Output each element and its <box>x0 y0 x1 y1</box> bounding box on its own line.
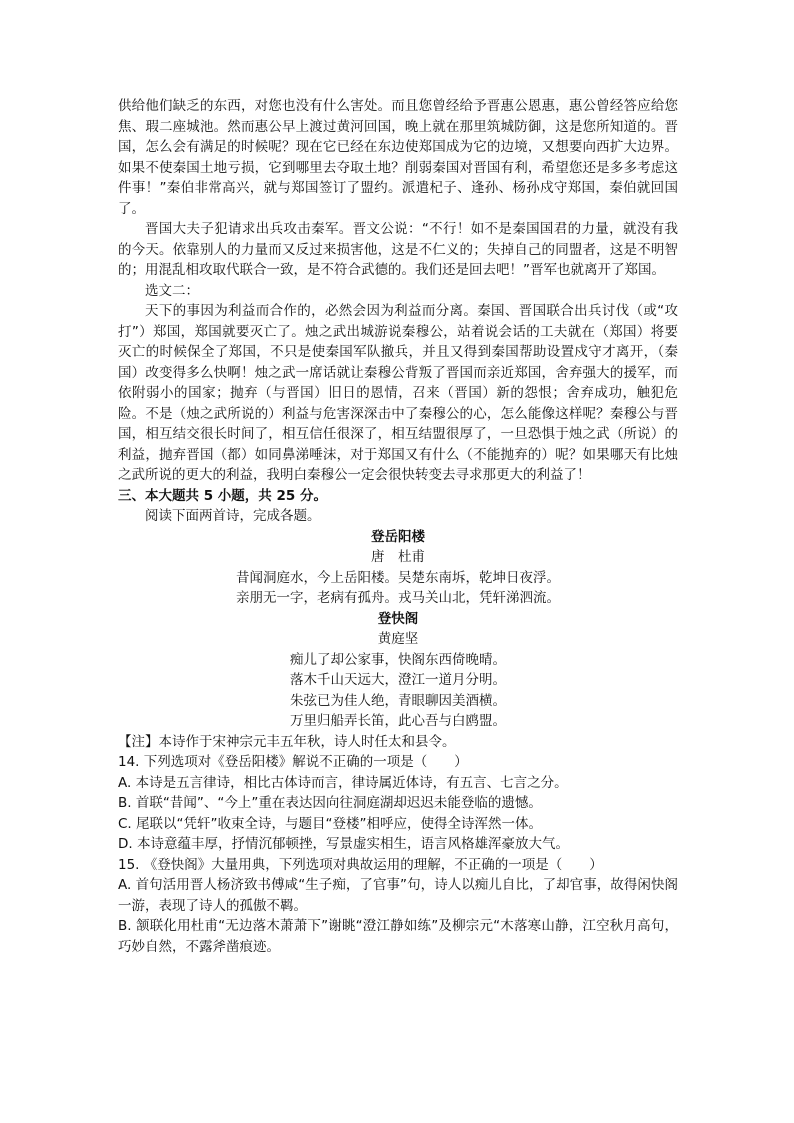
passage2-label: 选文二： <box>145 282 199 299</box>
question-14-option-a: A. 本诗是五言律诗，相比古体诗而言，律诗属近体诗，有五言、七言之分。 <box>118 774 568 791</box>
question-15-option-a: A. 首句活用晋人杨济致书傅咸“生子痴，了官事”句，诗人以痴儿自比，了却官事，故得闲快阁一游，表现了诗人的孤傲不羁。 <box>118 877 678 914</box>
question-14-option-d: D. 本诗意蕴丰厚，抒情沉郁顿挫，写景虚实相生，语言风格雄浑豪放大气。 <box>118 836 569 852</box>
poem1-line: 昔闻洞庭水，今上岳阳楼。吴楚东南坼，乾坤日夜浮。 <box>236 569 560 586</box>
question-15-option-b: B. 颔联化用杜甫“无边落木萧萧下”谢眺“澄江静如练”及柳宗元“木落寒山静，江空秋月高句，巧妙自然，不露斧凿痕迹。 <box>118 918 678 955</box>
passage1-paragraph-2: 晋国大夫子犯请求出兵攻击秦军。晋文公说：“不行！如不是秦国国君的力量，就没有我的今天。依靠别人的力量而又反过来损害他，这是不仁义的；失掉自己的同盟者，这是不明智的；用混乱相攻取代联合一致，是不符合武德的。我们还是回去吧！”晋军也就离开了郑国。 <box>118 221 678 278</box>
passage1-ending: 供给他们缺乏的东西，对您也没有什么害处。而且您曾经给予晋惠公恩惠，惠公曾经答应给您焦、瑕二座城池。然而惠公早上渡过黄河回国，晚上就在那里筑城防御，这是您所知道的。晋国，怎么会有满足的时候呢？现在它已经在东边使郑国成为它的边境，又想要向西扩大边界。如果不使秦国土地亏损，它到哪里去夺取土地？削弱秦国对晋国有利，希望您还是多多考虑这件事！”秦伯非常高兴，就与郑国签订了盟约。派遣杞子、逢孙、杨孙戍守郑国，秦伯就回国了。 <box>118 98 678 217</box>
passage2-text: 天下的事因为利益而合作的，必然会因为利益而分离。秦国、晋国联合出兵讨伐（或“攻打”）郑国，郑国就要灭亡了。烛之武出城游说秦穆公，站着说会话的工夫就在（郑国）将要灭亡的时候保全了郑国，不只是使秦国军队撤兵，并且又得到秦国帮助设置戍守才离开，（秦国）改变得多么快啊！烛之武一席话就让秦穆公背叛了晋国而亲近郑国，舍弃强大的援军，而依附弱小的国家；抛弃（与晋国）旧日的恩情，召来（晋国）新的怨恨；舍弃成功，触犯危险。不是（烛之武所说的）利益与危害深深击中了秦穆公的心，怎么能像这样呢？秦穆公与晋国，相互结交很长时间了，相互信任很深了，相互结盟很厚了，一旦恐惧于烛之武（所说）的利益，抛弃晋国（都）如同鼻涕唾沫，对于郑国又有什么（不能抛弃的）呢？如果哪天有比烛之武所说的更大的利益，我明白秦穆公一定会很快转变去寻求那更大的利益了！ <box>118 303 678 483</box>
question-14-stem: 14. 下列选项对《登岳阳楼》解说不正确的一项是（ ） <box>118 754 468 770</box>
document-page <box>118 96 678 957</box>
poem1-line: 亲朋无一字，老病有孤舟。戎马关山北，凭轩涕泗流。 <box>236 590 560 606</box>
poem2-title: 登快阁 <box>377 610 419 627</box>
question-14-option-b: B. 首联“昔闻”、“今上”重在表达因向往洞庭湖却迟迟未能登临的遗憾。 <box>118 795 542 811</box>
question-15-stem: 15. 《登快阁》大量用典，下列选项对典故运用的理解，不正确的一项是（ ） <box>118 856 603 873</box>
poem2-line: 落木千山天远大，澄江一道月分明。 <box>290 672 506 688</box>
section3-intro: 阅读下面两首诗，完成各题。 <box>145 508 321 524</box>
poem2-line: 朱弦已为佳人绝，青眼聊因美酒横。 <box>290 692 506 709</box>
section3-heading: 三、本大题共 5 小题，共 25 分。 <box>118 487 327 504</box>
poem2-author: 黄庭坚 <box>377 631 419 647</box>
question-14-option-c: C. 尾联以“凭轩”收束全诗，与题目“登楼”相呼应，使得全诗浑然一体。 <box>118 815 542 832</box>
poem1-author: 唐 杜甫 <box>371 549 425 565</box>
poem1-title: 登岳阳楼 <box>371 528 425 545</box>
poem2-note: 【注】本诗作于宋神宗元丰五年秋，诗人时任太和县令。 <box>118 733 456 750</box>
poem2-line: 万里归船弄长笛，此心吾与白鸥盟。 <box>290 713 506 729</box>
poem2-line: 痴儿了却公家事，快阁东西倚晚晴。 <box>290 651 506 668</box>
